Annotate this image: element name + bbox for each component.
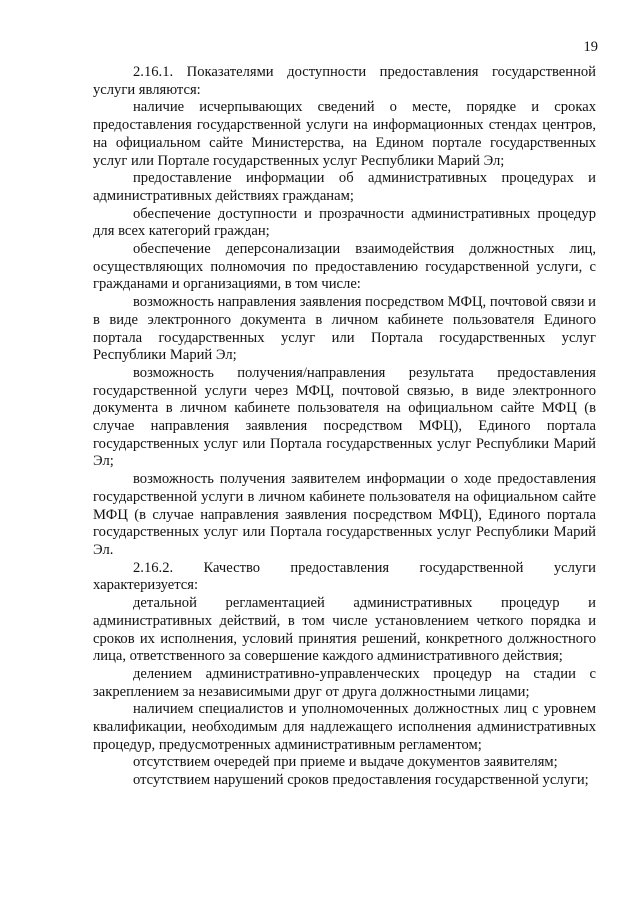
paragraph-division-procedures: делением административно-управленческих процедур на стадии с закреплением за независимыми друг от друга должностными лицами;	[93, 665, 596, 700]
paragraph-detailed-regulation: детальной регламентацией административных процедур и административных действий, в том числе установлением четкого порядка и сроков их исполнения, условий принятия решений, конкретного должностного лица, ответственного за совершение каждого административного действия;	[93, 595, 596, 665]
paragraph-submission-options: возможность направления заявления посредством МФЦ, почтовой связи и в виде электронного документа в личном кабинете пользователя Единого портала государственных услуг или Портала государственных услуг Республики Марий Эл;	[93, 294, 596, 364]
paragraph-2-16-1-heading: 2.16.1. Показателями доступности предоставления государственной услуги являются:	[93, 64, 596, 98]
paragraph-result-options: возможность получения/направления результата предоставления государственной услуги через МФЦ, почтовой связью, в виде электронного документа в личном кабинете пользователя на официальном сайте МФЦ (в случае направления заявления посредством МФЦ), Единого портала государственных услуг или Портала государственных услуг Республики Марий Эл;	[93, 364, 596, 470]
paragraph-no-delays: отсутствием нарушений сроков предоставления государственной услуги;	[133, 772, 589, 789]
paragraph-depersonalization: обеспечение деперсонализации взаимодействия должностных лиц, осуществляющих полномочия по предоставлению государственной услуги, с гражданами и организациями, в том числе:	[93, 241, 596, 293]
paragraph-progress-info: возможность получения заявителем информации о ходе предоставления государственной услуги в личном кабинете пользователя на официальном сайте МФЦ (в случае направления заявления посредством МФЦ), Единого портала государственных услуг или Портала государственных услуг Республики Марий Эл.	[93, 471, 596, 558]
paragraph-2-16-2-heading: 2.16.2. Качество предоставления государственной услуги характеризуется:	[93, 559, 596, 594]
paragraph-qualified-staff: наличием специалистов и уполномоченных должностных лиц с уровнем квалификации, необходимым для надлежащего исполнения административных процедур, предусмотренных административным регламентом;	[93, 701, 596, 753]
paragraph-info-procedures: предоставление информации об административных процедурах и административных действиях гражданам;	[93, 170, 596, 204]
document-body	[93, 64, 596, 790]
paragraph-transparency: обеспечение доступности и прозрачности административных процедур для всех категорий граждан;	[93, 205, 596, 240]
page-number: 19	[583, 39, 598, 55]
paragraph-no-queues: отсутствием очередей при приеме и выдаче документов заявителям;	[133, 754, 558, 771]
paragraph-info-availability: наличие исчерпывающих сведений о месте, порядке и сроках предоставления государственной услуги на информационных стендах центров, на официальном сайте Министерства, на Едином портале государственных услуг или Портале государственных услуг Республики Марий Эл;	[93, 99, 596, 169]
